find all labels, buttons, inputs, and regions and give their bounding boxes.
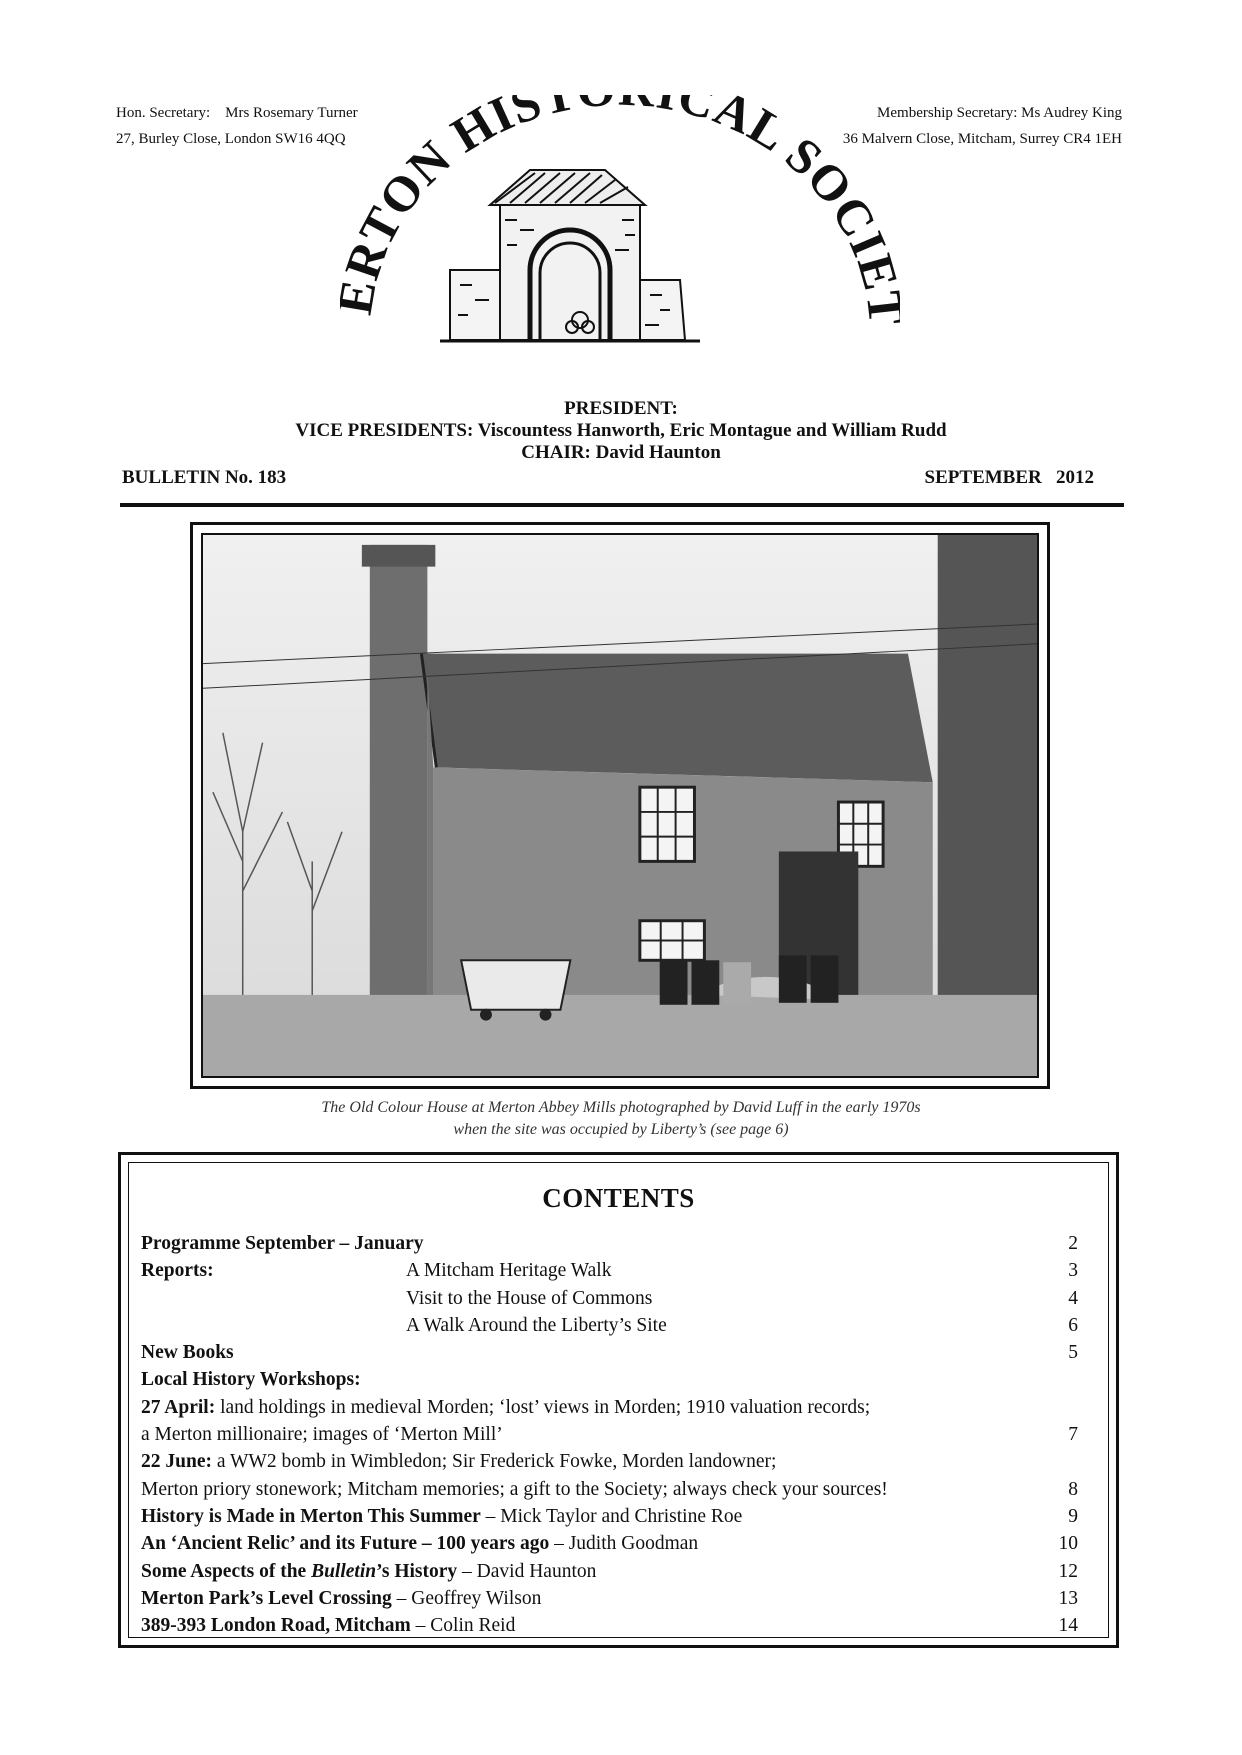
workshop-topics: land holdings in medieval Morden; ‘lost’ views in Morden; 1910 valuation records;	[215, 1396, 871, 1418]
bulletin-number: BULLETIN No. 183	[122, 467, 287, 488]
toc-entry	[141, 1585, 1078, 1612]
toc-entry	[141, 1476, 1078, 1503]
toc-author: – Mick Taylor and Christine Roe	[480, 1505, 743, 1527]
toc-entry	[141, 1366, 1078, 1393]
caption-line-2: when the site was occupied by Liberty’s (see page 6)	[453, 1121, 789, 1138]
toc-page: 5	[1068, 1342, 1078, 1364]
toc-author: – Geoffrey Wilson	[391, 1587, 542, 1609]
toc-section-label: Local History Workshops:	[141, 1369, 361, 1391]
toc-title: History is Made in Merton This Summer	[141, 1505, 481, 1527]
toc-entry	[141, 1421, 1078, 1448]
toc-title: Merton Park’s Level Crossing	[141, 1587, 392, 1609]
toc-title: 389-393 London Road, Mitcham	[141, 1615, 411, 1637]
workshop-date: 22 June:	[141, 1451, 212, 1473]
caption-line-1: The Old Colour House at Merton Abbey Mills photographed by David Luff in the early 1970s	[321, 1099, 921, 1116]
toc-page: 8	[1068, 1478, 1078, 1500]
society-officers	[0, 398, 1242, 464]
workshop-topics: a WW2 bomb in Wimbledon; Sir Frederick Fowke, Morden landowner;	[211, 1451, 777, 1473]
toc-entry	[141, 1448, 1078, 1475]
toc-page: 14	[1058, 1615, 1078, 1637]
toc-page: 2	[1068, 1233, 1078, 1254]
toc-page: 12	[1058, 1560, 1078, 1582]
membership-street: 36 Malvern Close, Mitcham, Surrey CR4 1EH	[842, 131, 1122, 147]
toc-title: Visit to the House of Commons	[406, 1287, 653, 1309]
president-line: PRESIDENT:	[564, 398, 678, 419]
colour-house-photo	[203, 535, 1037, 1076]
cover-photo	[190, 522, 1050, 1089]
header-divider	[120, 503, 1124, 507]
toc-author: – Judith Goodman	[549, 1533, 699, 1555]
toc-entry	[141, 1530, 1078, 1557]
contents-title: CONTENTS	[542, 1183, 695, 1213]
toc-page: 3	[1068, 1260, 1078, 1282]
toc-title-part: ’s History	[376, 1560, 458, 1582]
toc-entry	[141, 1394, 1078, 1421]
toc-page: 9	[1068, 1505, 1078, 1527]
toc-page: 7	[1068, 1424, 1078, 1446]
contents-panel	[118, 1152, 1119, 1648]
toc-page: 4	[1068, 1287, 1078, 1309]
toc-page: 6	[1068, 1314, 1078, 1336]
toc-entry	[141, 1339, 1078, 1366]
membership-name: Membership Secretary: Ms Audrey King	[877, 105, 1122, 121]
vice-presidents-line: VICE PRESIDENTS: Viscountess Hanworth, Eric Montague and William Rudd	[295, 420, 947, 441]
toc-entry	[141, 1503, 1078, 1530]
chair-line: CHAIR: David Haunton	[521, 442, 721, 463]
toc-title: A Walk Around the Liberty’s Site	[406, 1314, 667, 1336]
toc-entry	[141, 1612, 1078, 1639]
toc-entry	[141, 1230, 1078, 1257]
toc-entry	[141, 1257, 1078, 1284]
toc-author: – Colin Reid	[410, 1615, 516, 1637]
logo-text: TON HIS CAL SOCI	[347, 95, 899, 265]
toc-title: A Mitcham Heritage Walk	[406, 1260, 612, 1282]
workshop-topics: Merton priory stonework; Mitcham memories; a gift to the Society; always check your sources!	[141, 1478, 888, 1500]
photo-caption	[0, 1097, 1242, 1141]
toc-section-label: Reports:	[141, 1260, 214, 1282]
society-logo	[340, 95, 900, 405]
bulletin-date: SEPTEMBER 2012	[924, 467, 1094, 488]
secretary-address	[116, 100, 358, 152]
secretary-name: Hon. Secretary: Mrs Rosemary Turner	[116, 105, 358, 121]
workshop-date: 27 April:	[141, 1396, 216, 1418]
toc-page: 10	[1058, 1533, 1078, 1555]
toc-title-part: Some Aspects of the	[141, 1560, 312, 1582]
table-of-contents	[141, 1230, 1078, 1639]
priory-arch-icon	[340, 95, 900, 405]
toc-title: An ‘Ancient Relic’ and its Future – 100 years ago	[141, 1533, 550, 1555]
toc-entry	[141, 1558, 1078, 1585]
toc-author: – David Haunton	[457, 1560, 597, 1582]
toc-entry	[141, 1312, 1078, 1339]
workshop-topics: a Merton millionaire; images of ‘Merton Mill’	[141, 1424, 503, 1446]
toc-entry	[141, 1285, 1078, 1312]
photo-image	[201, 533, 1039, 1078]
toc-title: Programme September – January	[141, 1233, 424, 1254]
toc-title	[141, 1561, 457, 1582]
toc-page: 13	[1058, 1587, 1078, 1609]
toc-title: New Books	[141, 1342, 234, 1364]
toc-title-emphasis: Bulletin	[311, 1560, 377, 1582]
secretary-street: 27, Burley Close, London SW16 4QQ	[116, 131, 346, 147]
contents-panel-inner	[128, 1162, 1109, 1638]
